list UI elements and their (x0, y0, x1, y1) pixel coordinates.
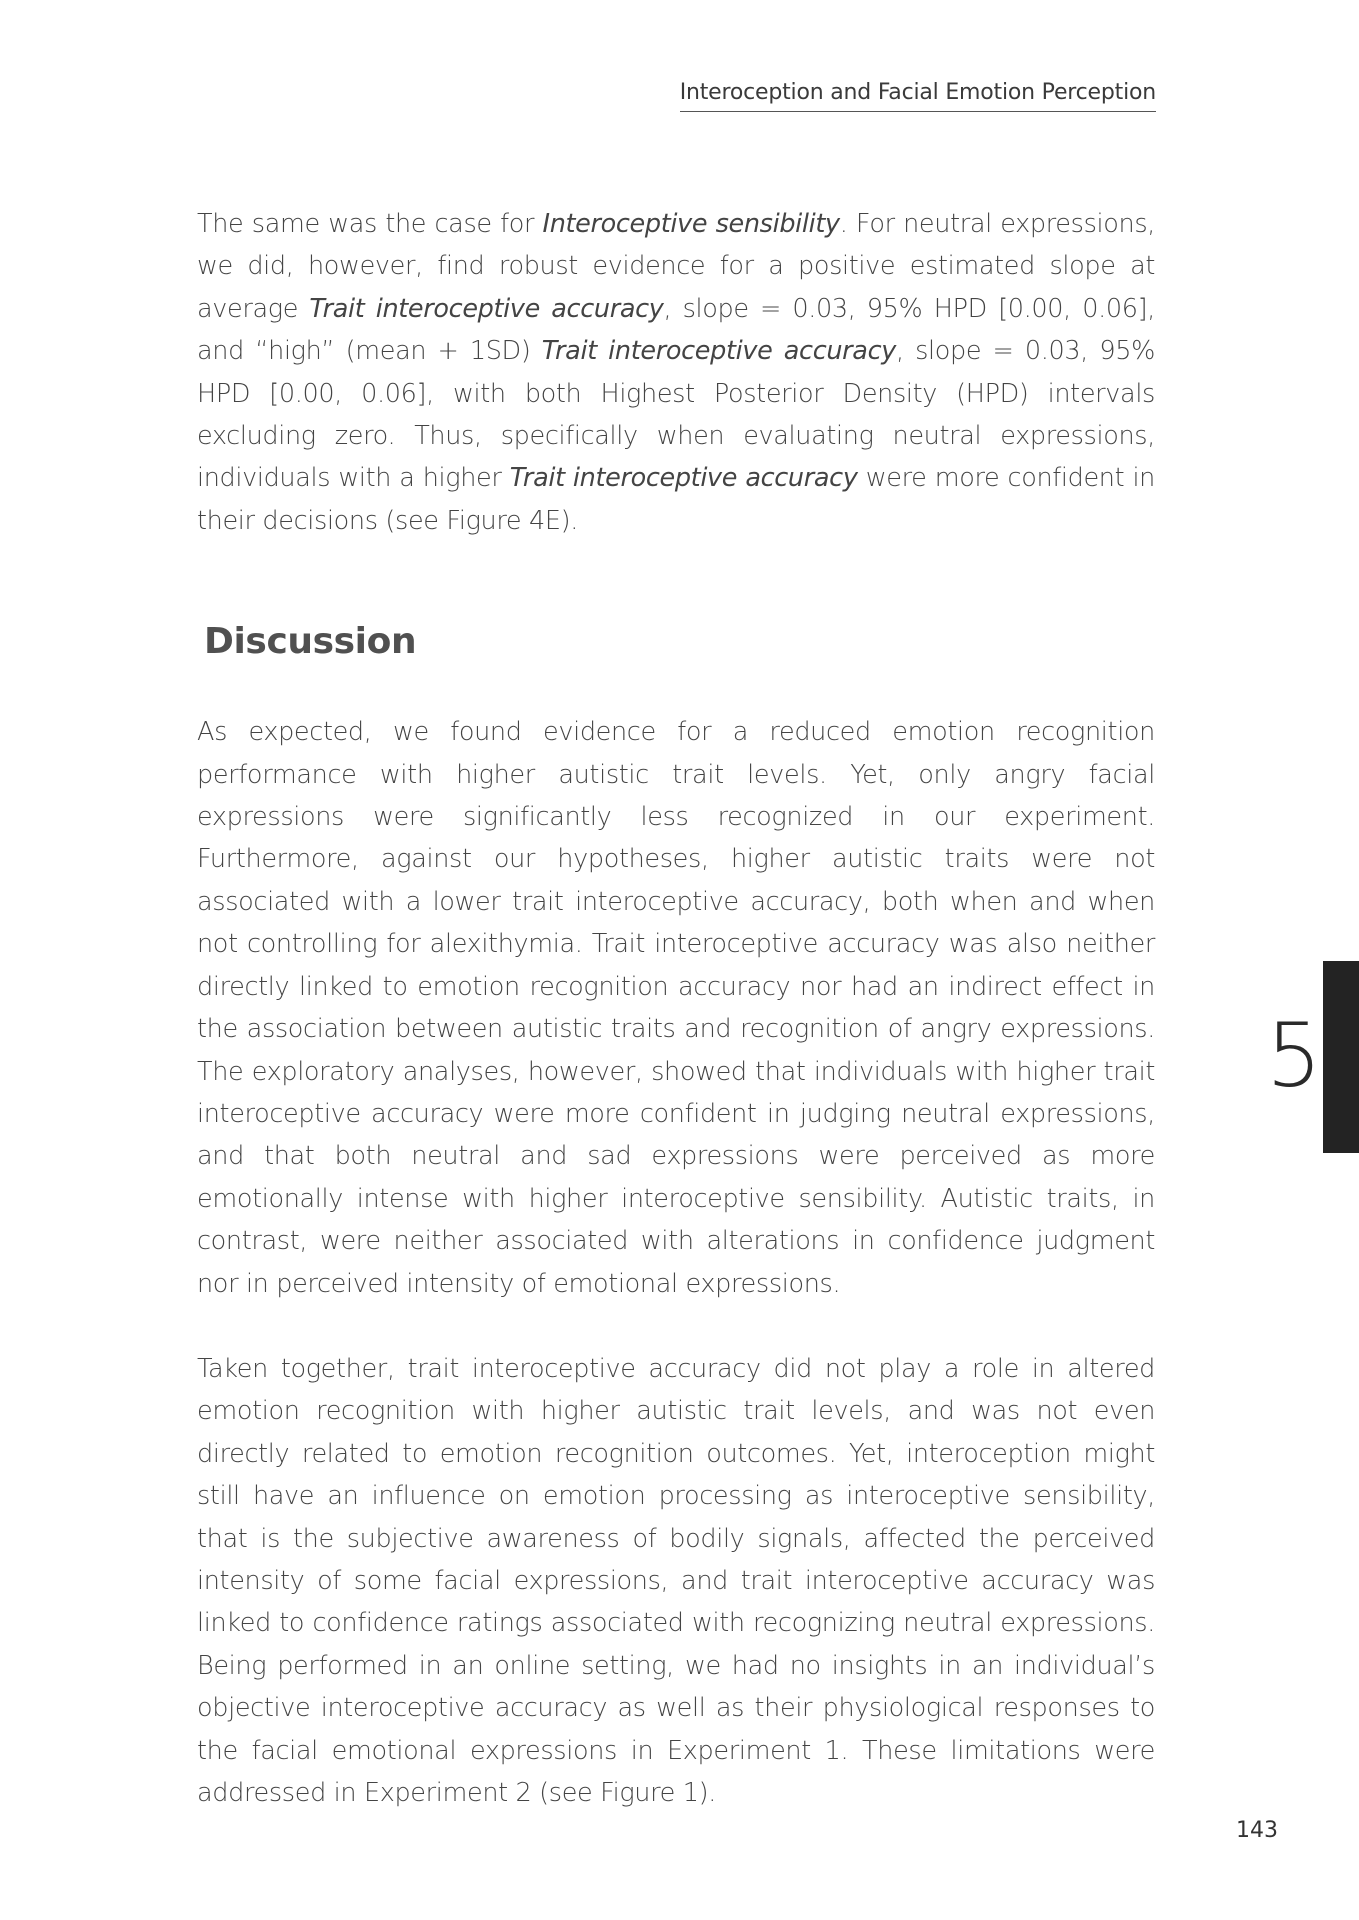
italic-term: Interoceptive sensibility (542, 209, 840, 239)
running-header: Interoception and Facial Emotion Perception (680, 80, 1156, 112)
text-run: . For neutral expressions, we did, however, find robust evidence for a positive estimated slope at average (197, 209, 1156, 324)
chapter-tab (1323, 961, 1359, 1153)
chapter-number: 5 (1266, 1004, 1322, 1107)
text-run: were more confident in their decisions (see Figure 4E). (197, 463, 1155, 536)
paragraph-discussion-1: As expected, we found evidence for a reduced emotion recognition performance with higher autistic trait levels. Yet, only angry facial expressions were significantly less recognized in our experiment. Furthermore, against our hypotheses, higher autistic traits were not associated with a lower trait interoceptive accuracy, both when and when not controlling for alexithymia. Trait interoceptive accuracy was also neither directly linked to emotion recognition accuracy nor had an indirect effect in the association between autistic traits and recognition of angry expressions. The exploratory analyses, however, showed that individuals with higher trait interoceptive accuracy were more confident in judging neutral expressions, and that both neutral and sad expressions were perceived as more emotionally intense with higher interoceptive sensibility. Autistic traits, in contrast, were neither associated with alterations in confidence judgment nor in perceived intensity of emotional expressions. (197, 717, 1155, 1299)
paragraph-results (197, 203, 1155, 542)
text-run: , slope = 0.03, 95% HPD [0.00, 0.06], and “high” (mean + 1SD) (197, 293, 1155, 367)
section-heading: Discussion (204, 621, 417, 663)
italic-term: Trait interoceptive accuracy (541, 336, 896, 367)
text-run: , slope = 0.03, 95% HPD [0.00, 0.06], with both Highest Posterior Density (HPD) intervals excluding zero. Thus, specifically when evaluating neutral expressions, individuals with a higher (197, 336, 1155, 494)
page-number: 143 (1236, 1818, 1278, 1843)
page-content (197, 203, 1155, 1814)
text-run: The same was the case for (197, 209, 543, 239)
italic-term: Trait interoceptive accuracy (509, 463, 858, 494)
italic-term: Trait interoceptive accuracy (309, 293, 664, 324)
paragraph-discussion-2: Taken together, trait interoceptive accuracy did not play a role in altered emotion recognition with higher autistic trait levels, and was not even directly related to emotion recognition outcomes. Yet, interoception might still have an influence on emotion processing as interoceptive sensibility, that is the subjective awareness of bodily signals, affected the perceived intensity of some facial expressions, and trait interoceptive accuracy was linked to confidence ratings associated with recognizing neutral expressions. Being performed in an online setting, we had no insights in an individual’s objective interoceptive accuracy as well as their physiological responses to the facial emotional expressions in Experiment 1. These limitations were addressed in Experiment 2 (see Figure 1). (197, 1353, 1155, 1808)
